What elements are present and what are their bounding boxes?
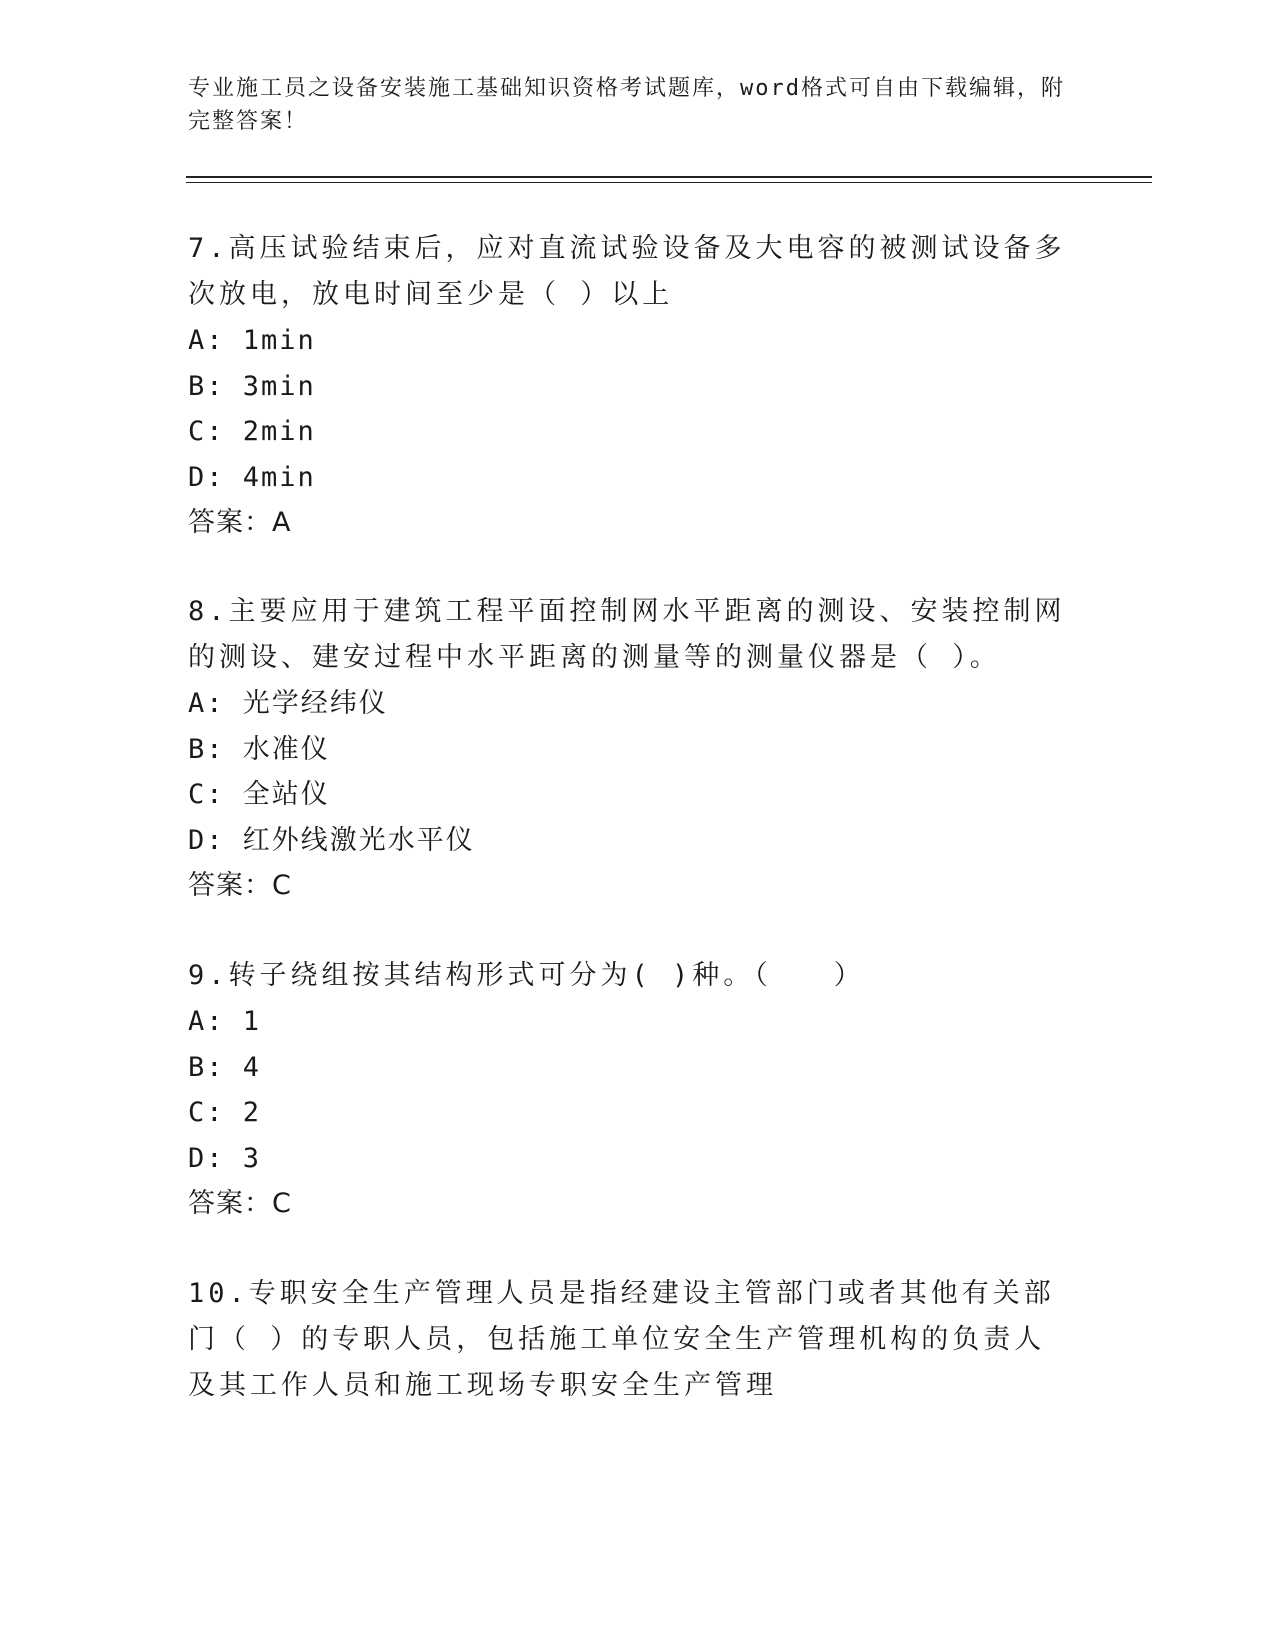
question-stem: 8.主要应用于建筑工程平面控制网水平距离的测设、安装控制网的测设、建安过程中水平距离的测量等的测量仪器是（ ）。 — [188, 596, 1066, 673]
option-a: A: 1 — [188, 1006, 262, 1037]
option-a: A: 光学经纬仪 — [188, 688, 388, 719]
question-stem: 10.专职安全生产管理人员是指经建设主管部门或者其他有关部门（ ）的专职人员，包括施工单位安全生产管理机构的负责人及其工作人员和施工现场专职安全生产管理 — [188, 1278, 1055, 1401]
option-a: A: 1min — [188, 325, 316, 356]
option-c: C: 2min — [188, 416, 316, 447]
option-b: B: 3min — [188, 370, 316, 402]
answer: 答案：A — [188, 507, 292, 538]
header-divider-thick — [186, 176, 1152, 178]
answer: 答案：C — [188, 870, 292, 901]
option-d: D: 红外线激光水平仪 — [188, 824, 475, 856]
question-10 — [188, 1271, 1068, 1409]
option-d: D: 4min — [188, 461, 316, 493]
question-stem: 9.转子绕组按其结构形式可分为( )种。（ ） — [188, 960, 865, 991]
option-c: C: 2 — [188, 1097, 262, 1128]
header-divider-thin — [186, 182, 1152, 183]
answer: 答案：C — [188, 1188, 292, 1219]
option-c: C: 全站仪 — [188, 779, 330, 810]
option-b: B: 水准仪 — [188, 733, 330, 765]
question-7 — [188, 226, 1068, 546]
question-stem: 7.高压试验结束后，应对直流试验设备及大电容的被测试设备多次放电，放电时间至少是（ ）以上 — [188, 233, 1066, 310]
option-b: B: 4 — [188, 1051, 262, 1083]
option-d: D: 3 — [188, 1142, 262, 1174]
question-8 — [188, 589, 1068, 909]
document-intro: 专业施工员之设备安装施工基础知识资格考试题库，word格式可自由下载编辑，附完整答案！ — [188, 76, 1065, 134]
question-9 — [188, 953, 1068, 1227]
